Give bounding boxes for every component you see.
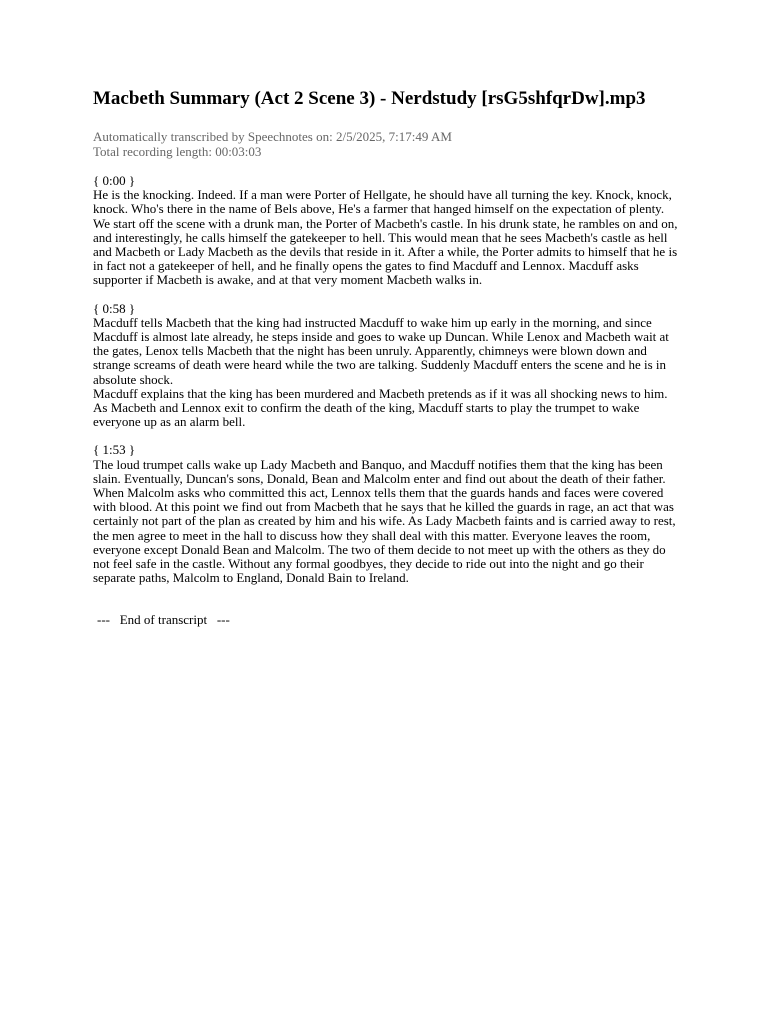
segment-text: Macduff explains that the king has been murdered and Macbeth pretends as if it was all shocking news to him. As Macbeth and Lennox exit to confirm the death of the king, Macduff starts to play the trumpet to wake everyone up as an alarm bell. bbox=[93, 385, 668, 430]
segment-text: He is the knocking. Indeed. If a man were Porter of Hellgate, he should have all turning the key. Knock, knock, knock. Who's there in the name of Bels above, He's a farmer that hanged himself on the expectation of plenty. We start off the scene with a drunk man, the Porter of Macbeth's castle. In his drunk state, he rambles on and on, and interestingly, he calls himself the gatekeeper to hell. This would mean that he sees Macbeth's castle as hell and Macbeth or Lady Macbeth as the devils that reside in it. After a while, the Porter admits to himself that he is in fact not a gatekeeper of hell, and he finally opens the gates to find Macduff and Lennox. Macduff asks supporter if Macbeth is awake, and at that very moment Macbeth walks in. bbox=[93, 187, 678, 288]
transcript-segment bbox=[93, 174, 683, 288]
segment-text: The loud trumpet calls wake up Lady Macbeth and Banquo, and Macduff notifies them that the king has been slain. Eventually, Duncan's sons, Donald, Bean and Malcolm enter and find out about the death of their father. When Malcolm asks who committed this act, Lennox tells them that the guards hands and faces were covered with blood. At this point we find out from Macbeth that he says that he killed the guards in rage, an act that was certainly not part of the plan as created by him and his wife. As Lady Macbeth faints and is carried away to rest, the men agree to meet in the hall to discuss how they shall deal with this matter. Everyone leaves the room, everyone except Donald Bean and Malcolm. The two of them decide to not meet up with the others as they do not feel safe in the castle. Without any formal goodbyes, they decide to ride out into the night and go their separate paths, Malcolm to England, Donald Bain to Ireland. bbox=[93, 456, 676, 586]
segment-text: Macduff tells Macbeth that the king had instructed Macduff to wake him up early in the morning, and since Macduff is almost late already, he steps inside and goes to wake up Duncan. While Lenox and Macbeth wait at the gates, Lenox tells Macbeth that the night has been unruly. Apparently, chimneys were blown down and strange screams of death were heard while the two are talking. Suddenly Macduff enters the scene and he is in absolute shock. bbox=[93, 314, 669, 387]
segment-timestamp: { 0:00 } bbox=[93, 173, 136, 188]
transcript-segment bbox=[93, 443, 683, 585]
document-title: Macbeth Summary (Act 2 Scene 3) - Nerdstudy [rsG5shfqrDw].mp3 bbox=[93, 88, 646, 109]
transcription-info: Automatically transcribed by Speechnotes on: 2/5/2025, 7:17:49 AM bbox=[93, 129, 452, 144]
recording-length: Total recording length: 00:03:03 bbox=[93, 143, 262, 159]
segment-timestamp: { 1:53 } bbox=[93, 442, 136, 458]
transcript-page bbox=[93, 88, 683, 627]
transcript-metadata bbox=[93, 130, 683, 159]
end-of-transcript-marker: --- End of transcript --- bbox=[97, 612, 230, 628]
segment-timestamp: { 0:58 } bbox=[93, 300, 136, 316]
transcript-segment bbox=[93, 302, 683, 430]
